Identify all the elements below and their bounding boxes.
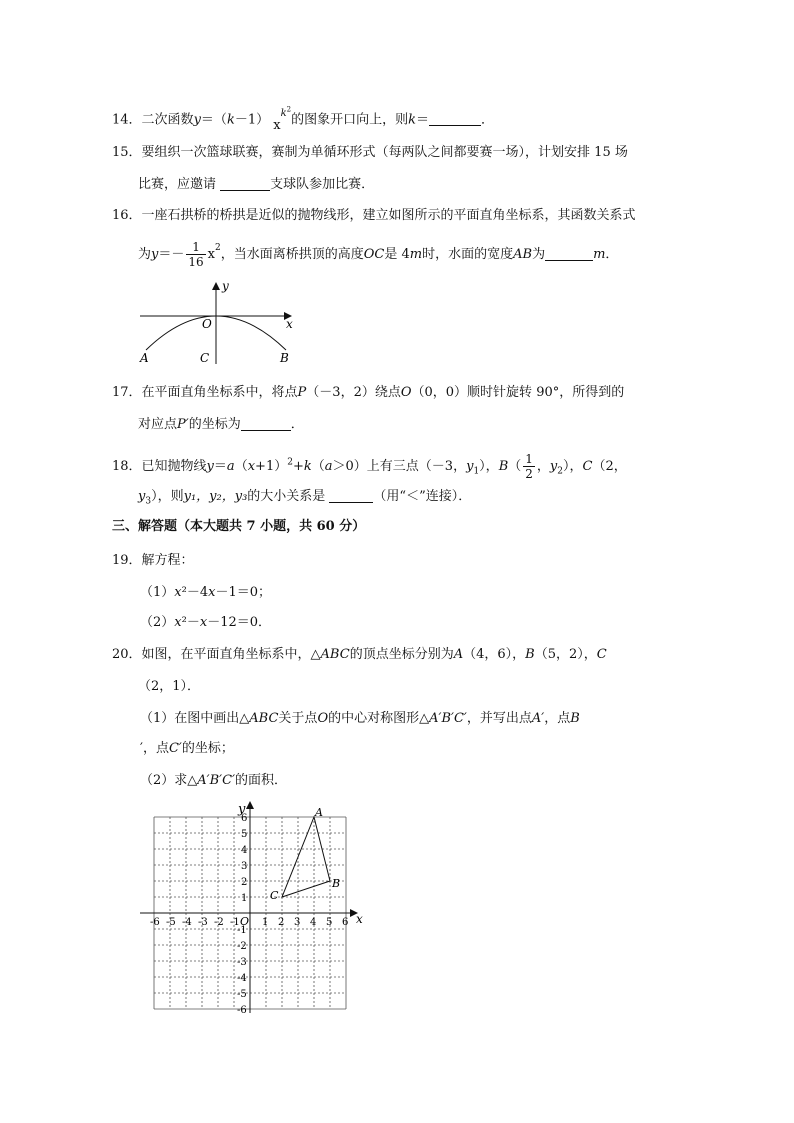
y-tick-label: 5 (241, 829, 248, 840)
point-c: C (596, 647, 607, 662)
var-x: x (174, 585, 182, 600)
triangle-prime: A′B′C′ (197, 773, 236, 788)
fraction (186, 240, 205, 269)
text: + (292, 459, 304, 474)
var-k: k (226, 112, 235, 128)
answer-blank[interactable] (329, 488, 373, 503)
point-a: A (453, 647, 464, 662)
text: （ (234, 459, 248, 474)
question-20-part-1-cont (140, 740, 234, 758)
answer-blank[interactable] (429, 111, 481, 126)
question-20-part-2 (140, 772, 287, 790)
text: －1） (234, 112, 270, 128)
y-axis-label: y (238, 802, 246, 817)
text: ，当水面离桥拱顶的高度 (220, 247, 364, 262)
x-tick-label: -3 (198, 917, 208, 928)
denominator: 2 (525, 467, 533, 481)
x-tick-label: 4 (310, 917, 317, 928)
text: 的中心对称图形△ (328, 711, 430, 726)
text: ＝（ (200, 112, 227, 128)
x-tick-label: 2 (278, 917, 285, 928)
y-tick-label: 4 (241, 845, 248, 856)
y-tick-label: -6 (237, 1005, 247, 1016)
var-x: x (208, 585, 216, 600)
question-14 (112, 106, 495, 134)
text: 二次函数 (141, 112, 194, 128)
point-p-prime: P′ (177, 417, 189, 432)
var-x: x (247, 459, 256, 474)
text: ＞0）上有三点（－3， (332, 459, 467, 474)
text: （0，0）顺时针旋转 90°，所得到的 (411, 385, 625, 400)
text: 支球队参加比赛． (270, 177, 375, 192)
text: 是 4 (384, 247, 410, 262)
x-axis-label: x (356, 912, 363, 926)
text: ，并写出点 (466, 711, 532, 726)
y-axis-label: y (222, 279, 229, 293)
var-x: x (199, 615, 208, 630)
equation-2 (140, 614, 271, 632)
subscript: 3 (145, 496, 152, 507)
text: ＝ (213, 459, 227, 474)
text: ²－4 (181, 585, 209, 600)
y-tick-label: -5 (237, 989, 247, 1000)
var-y2: y (549, 459, 558, 474)
point-p: P (297, 385, 307, 400)
section-heading: 三、解答题（本大题共 7 小题，共 60 分） (112, 519, 366, 534)
point-c-label: C (270, 889, 279, 902)
point-c-prime: C′ (168, 741, 182, 756)
text: （1） (140, 585, 175, 600)
text: 的顶点坐标分别为 (349, 647, 454, 662)
text: ，点 (544, 711, 571, 726)
text: 的坐标； (181, 741, 234, 756)
x-tick-label: -2 (214, 917, 224, 928)
x-tick-label: 1 (262, 917, 269, 928)
text: +1） (255, 459, 288, 474)
segment-oc: OC (363, 247, 385, 262)
answer-blank[interactable] (241, 416, 291, 431)
text: （ (311, 459, 325, 474)
unit: m (593, 247, 606, 262)
var-y: y (151, 247, 159, 262)
subscript: 1 (473, 466, 480, 477)
text: 17．在平面直角坐标系中，将点 (112, 385, 298, 400)
y-tick-label: 3 (241, 861, 248, 872)
y-tick-label: 1 (241, 893, 248, 904)
x-tick-label: -6 (150, 917, 160, 928)
var-y3: y (138, 489, 146, 504)
answer-blank[interactable] (220, 176, 270, 191)
triangle-prime: A′B′C′ (429, 711, 467, 726)
text: ． (481, 112, 495, 128)
question-20-line-2: （2，1）． (138, 679, 201, 694)
text: ）， (479, 459, 499, 474)
var-x: x (273, 118, 281, 134)
x-tick-label: 3 (294, 917, 301, 928)
text: （2）求△ (140, 773, 198, 788)
text: （ (508, 459, 522, 474)
y-tick-label: 2 (241, 877, 248, 888)
text: 对应点 (138, 417, 178, 432)
text: ²－ (181, 615, 200, 630)
question-16-line-2 (138, 240, 618, 269)
var-y: y (193, 112, 201, 128)
point-c-label: C (200, 351, 210, 365)
tick-labels (150, 813, 348, 1016)
text: （用“＜”连接）． (373, 489, 472, 504)
question-17-line-2 (138, 416, 304, 434)
text: （1）在图中画出△ (140, 711, 250, 726)
y-tick-label: 6 (241, 813, 248, 824)
var-y: y (206, 459, 214, 474)
exponent: 2 (287, 457, 293, 468)
point-o: O (317, 711, 329, 726)
text: 关于点 (278, 711, 318, 726)
point-a-label: A (140, 351, 149, 365)
exponent: 2 (215, 242, 221, 253)
coordinate-grid-figure (134, 792, 364, 1018)
question-17-line-1 (112, 384, 624, 402)
point-a-prime: A′ (531, 711, 545, 726)
text: 的图象开口向上，则 (291, 112, 409, 128)
triangle-abc: ABC (320, 647, 350, 662)
text: 的大小关系是 (247, 489, 330, 504)
y-tick-label: -1 (237, 925, 247, 936)
text: －1＝0； (215, 585, 271, 600)
text: （－3，2）绕点 (306, 385, 401, 400)
unit: m (409, 247, 423, 262)
origin-label: O (202, 317, 212, 331)
point-a-label: A (315, 806, 323, 819)
text: ． (290, 417, 304, 432)
var-y1: y (466, 459, 474, 474)
text: 为 (532, 247, 546, 262)
text: 时，水面的宽度 (422, 247, 514, 262)
question-20-line-1 (112, 646, 607, 664)
bridge-figure (134, 278, 304, 370)
text: 20．如图，在平面直角坐标系中，△ (112, 647, 321, 662)
text: 为 (138, 247, 152, 262)
x-tick-label: -1 (230, 917, 240, 928)
numerator: 1 (525, 452, 533, 466)
question-15-line-1: 15．要组织一次篮球联赛，赛制为单循环形式（每两队之间都要赛一场），计划安排 15 场 (112, 145, 628, 160)
variable-list: y₁，y₂，y₃ (183, 489, 248, 504)
text: 的面积． (235, 773, 288, 788)
var-x: x (174, 615, 182, 630)
question-18-line-1 (112, 452, 627, 481)
text: （4，6）， (463, 647, 526, 662)
point-b-prime: B (570, 711, 580, 726)
origin-label: O (240, 915, 250, 928)
text: ． (605, 247, 619, 262)
point-c: C (582, 459, 593, 474)
subscript: 2 (557, 466, 564, 477)
text: ），则 (151, 489, 184, 504)
question-18-line-2 (138, 488, 471, 511)
x-tick-label: -5 (166, 917, 176, 928)
triangle-abc: ABC (249, 711, 279, 726)
text: ＝－ (158, 247, 185, 262)
var-k: k (303, 459, 312, 474)
var-x: x (207, 247, 216, 262)
y-tick-label: -3 (237, 957, 247, 968)
text: 比赛，应邀请 (138, 177, 221, 192)
point-b-label: B (280, 351, 289, 365)
fraction (523, 452, 535, 481)
point-b: B (525, 647, 535, 662)
question-16-line-1: 16．一座石拱桥的桥拱是近似的抛物线形，建立如图所示的平面直角坐标系，其函数关系式 (112, 208, 636, 223)
text: （2， (592, 459, 627, 474)
point-b: B (498, 459, 509, 474)
text: 18．已知抛物线 (112, 459, 207, 474)
point-b-label: B (332, 877, 341, 890)
text: ， (536, 459, 550, 474)
y-tick-label: -2 (237, 941, 247, 952)
question-15-line-2 (138, 176, 374, 194)
segment-ab: AB (513, 247, 533, 262)
equation-1 (140, 584, 271, 602)
text: （5，2）， (534, 647, 597, 662)
y-tick-label: -4 (237, 973, 247, 984)
question-20-part-1 (140, 710, 580, 728)
text: －12＝0． (207, 615, 272, 630)
exponent-2: 2 (286, 106, 292, 114)
var-a: a (226, 459, 235, 474)
answer-blank[interactable] (545, 246, 593, 261)
var-a: a (324, 459, 333, 474)
text: ＝ (416, 112, 430, 128)
x-tick-label: -4 (182, 917, 192, 928)
point-o: O (400, 385, 412, 400)
exponent-k: k (280, 108, 287, 120)
text: （2） (140, 615, 175, 630)
var-k: k (408, 112, 417, 128)
numerator: 1 (186, 240, 205, 255)
x-axis-label: x (286, 317, 293, 331)
denominator: 16 (188, 255, 204, 269)
triangle-abc-shape (282, 817, 330, 897)
x-tick-label: 6 (342, 917, 349, 928)
x-tick-label: 5 (326, 917, 333, 928)
text: ）， (563, 459, 583, 474)
question-number: 14． (112, 112, 142, 128)
text: ′，点 (140, 741, 169, 756)
text: 的坐标为 (188, 417, 241, 432)
question-19-title: 19．解方程： (112, 553, 194, 568)
